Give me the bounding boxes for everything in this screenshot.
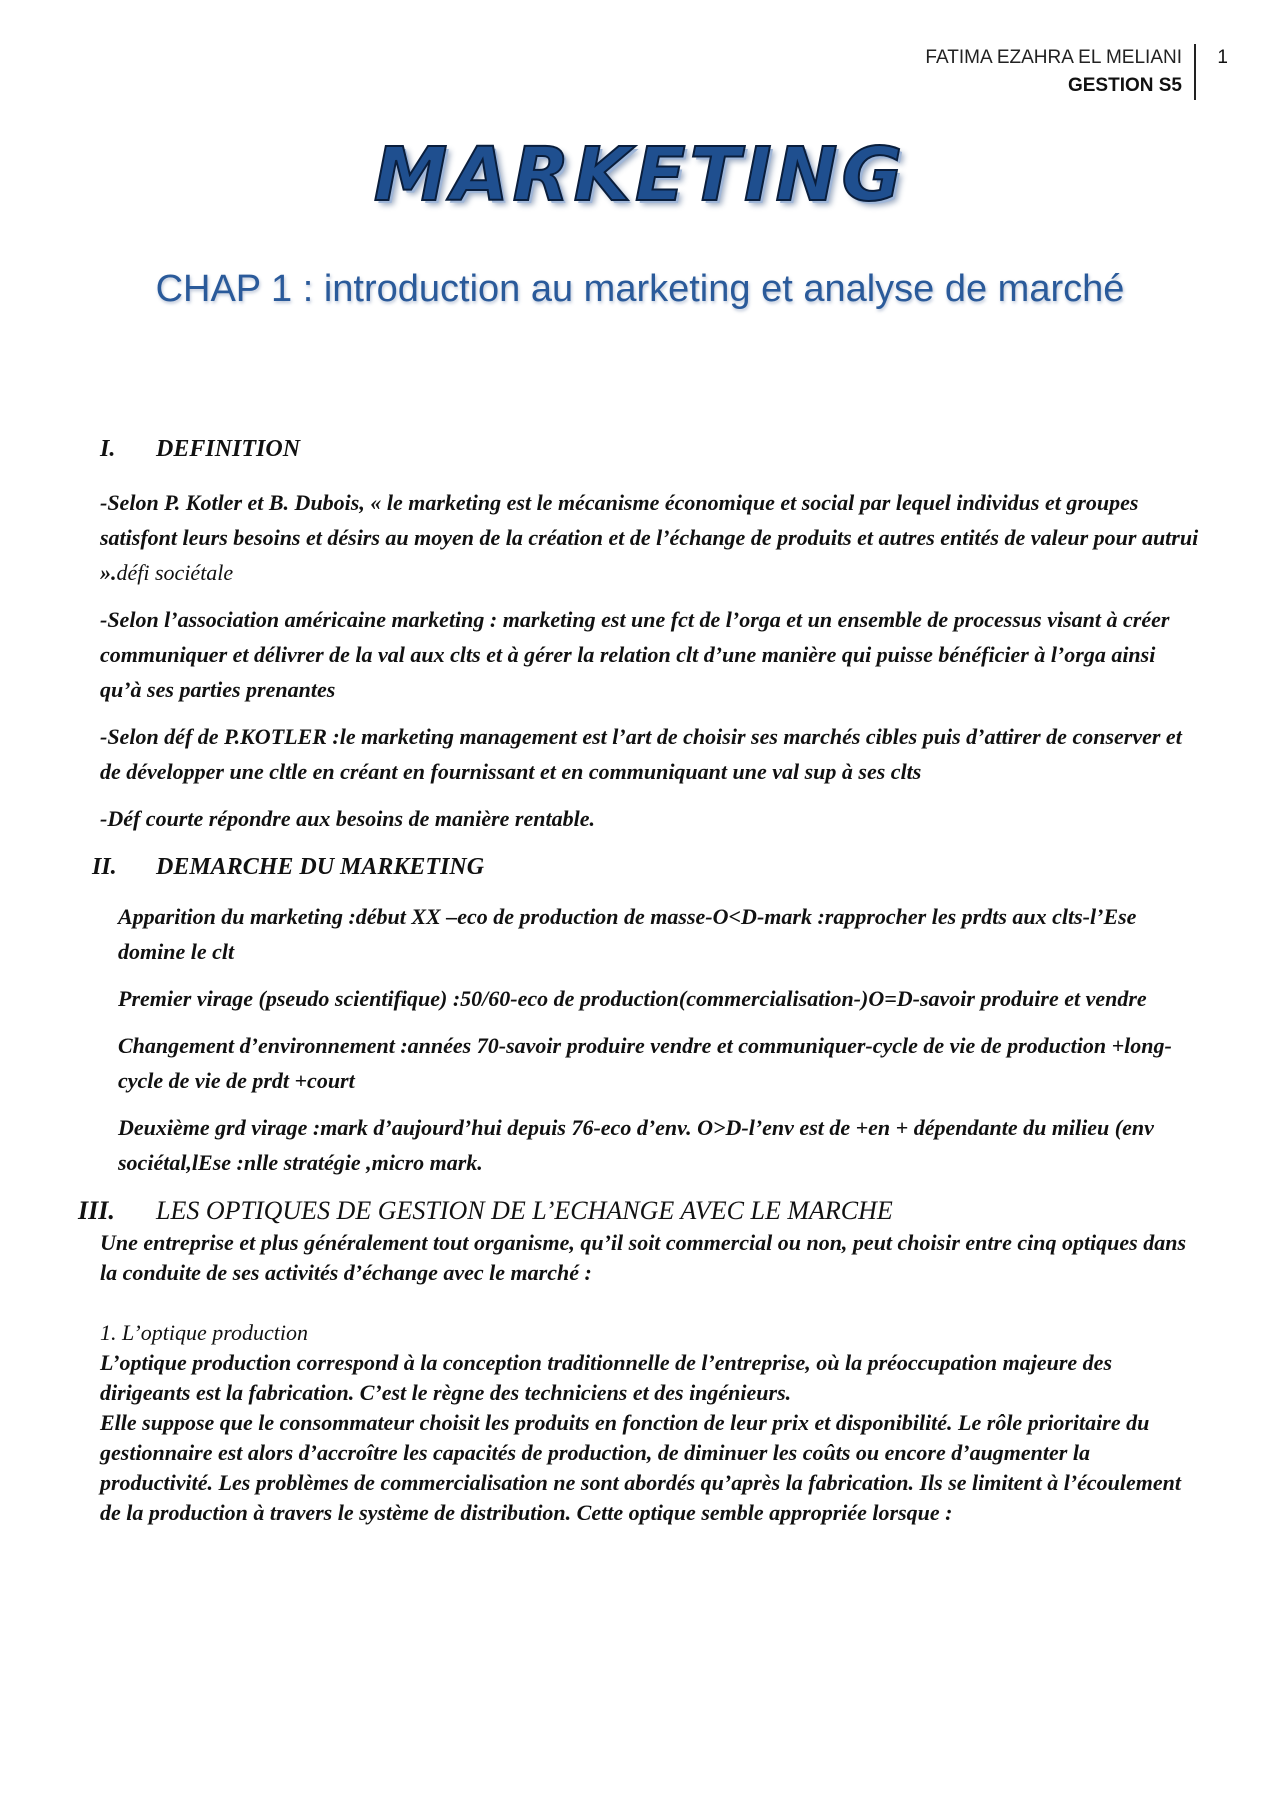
definition-paragraph — [100, 485, 1200, 590]
section-title: LES OPTIQUES DE GESTION DE L’ECHANGE AVEC LE MARCHE — [156, 1196, 893, 1225]
demarche-paragraph: Deuxième grd virage :mark d’aujourd’hui depuis 76-eco d’env. O>D-l’env est de +en + dépendante du milieu (env sociétal,lEse :nlle stratégie ,micro mark. — [118, 1115, 1154, 1175]
subsection-heading: 1. L’optique production — [100, 1320, 308, 1345]
document-body — [78, 436, 1200, 1528]
section-number: III. — [78, 1196, 115, 1225]
author-name: FATIMA EZAHRA EL MELIANI — [925, 47, 1182, 68]
course-label: GESTION S5 — [1067, 75, 1182, 96]
definition-paragraph: -Selon déf de P.KOTLER :le marketing management est l’art de choisir ses marchés cibles puis d’attirer de conserver et de développer une cltle en créant en fournissant et en communiquant une val sup à ses clts — [100, 724, 1182, 784]
section-heading-definition — [100, 436, 1200, 463]
optique-production-paragraph: Elle suppose que le consommateur choisit les produits en fonction de leur prix et disponibilité. Le rôle prioritaire du gestionnaire est alors d’accroître les capacités de production, de diminuer les coûts ou encore d’augmenter la productivité. Les problèmes de commercialisation ne sont abordés qu’après la fabrication. Ils se limitent à l’écoulement de la production à travers le système de distribution. Cette optique semble appropriée lorsque : — [100, 1410, 1182, 1525]
page-number: 1 — [1217, 47, 1228, 68]
demarche-paragraph: Premier virage (pseudo scientifique) :50/60-eco de production(commercialisation-)O=D-savoir produire et vendre — [118, 986, 1147, 1011]
section-title: DEMARCHE DU MARKETING — [156, 854, 485, 880]
definition-paragraph: -Selon l’association américaine marketing : marketing est une fct de l’orga et un ensemble de processus visant à créer communiquer et délivrer de la val aux clts et à gérer la relation clt d’une manière qui puisse bénéficier à l’orga ainsi qu’à ses parties prenantes — [100, 607, 1170, 702]
optique-production-paragraph: L’optique production correspond à la conception traditionnelle de l’entreprise, où la préoccupation majeure des dirigeants est la fabrication. C’est le règne des techniciens et des ingénieurs. — [100, 1350, 1112, 1405]
optiques-intro: Une entreprise et plus généralement tout organisme, qu’il soit commercial ou non, peut choisir entre cinq optiques dans la conduite de ses activités d’échange avec le marché : — [100, 1230, 1187, 1285]
chapter-title: CHAP 1 : introduction au marketing et analyse de marché — [155, 268, 1125, 310]
section-title: DEFINITION — [156, 436, 301, 462]
section-heading-demarche — [92, 854, 1200, 881]
document-title: MARKETING — [373, 132, 907, 218]
section-number: II. — [92, 854, 117, 880]
section-heading-optiques — [78, 1196, 1200, 1226]
demarche-paragraph: Changement d’environnement :années 70-savoir produire vendre et communiquer-cycle de vie de production +long-cycle de vie de prdt +court — [118, 1033, 1172, 1093]
definition-kotler-text: -Selon P. Kotler et B. Dubois, « le marketing est le mécanisme économique et social par lequel individus et groupes satisfont leurs besoins et désirs au moyen de la création et de l’échange de produits et autres entités de valeur pour autrui ». — [100, 490, 1199, 585]
demarche-paragraph: Apparition du marketing :début XX –eco de production de masse-O<D-mark :rapprocher les prdts aux clts-l’Ese domine le clt — [118, 904, 1137, 964]
definition-paragraph: -Déf courte répondre aux besoins de manière rentable. — [100, 806, 595, 831]
definition-kotler-tail: défi sociétale — [116, 560, 234, 585]
page-header — [925, 44, 1196, 100]
section-number: I. — [100, 436, 116, 462]
